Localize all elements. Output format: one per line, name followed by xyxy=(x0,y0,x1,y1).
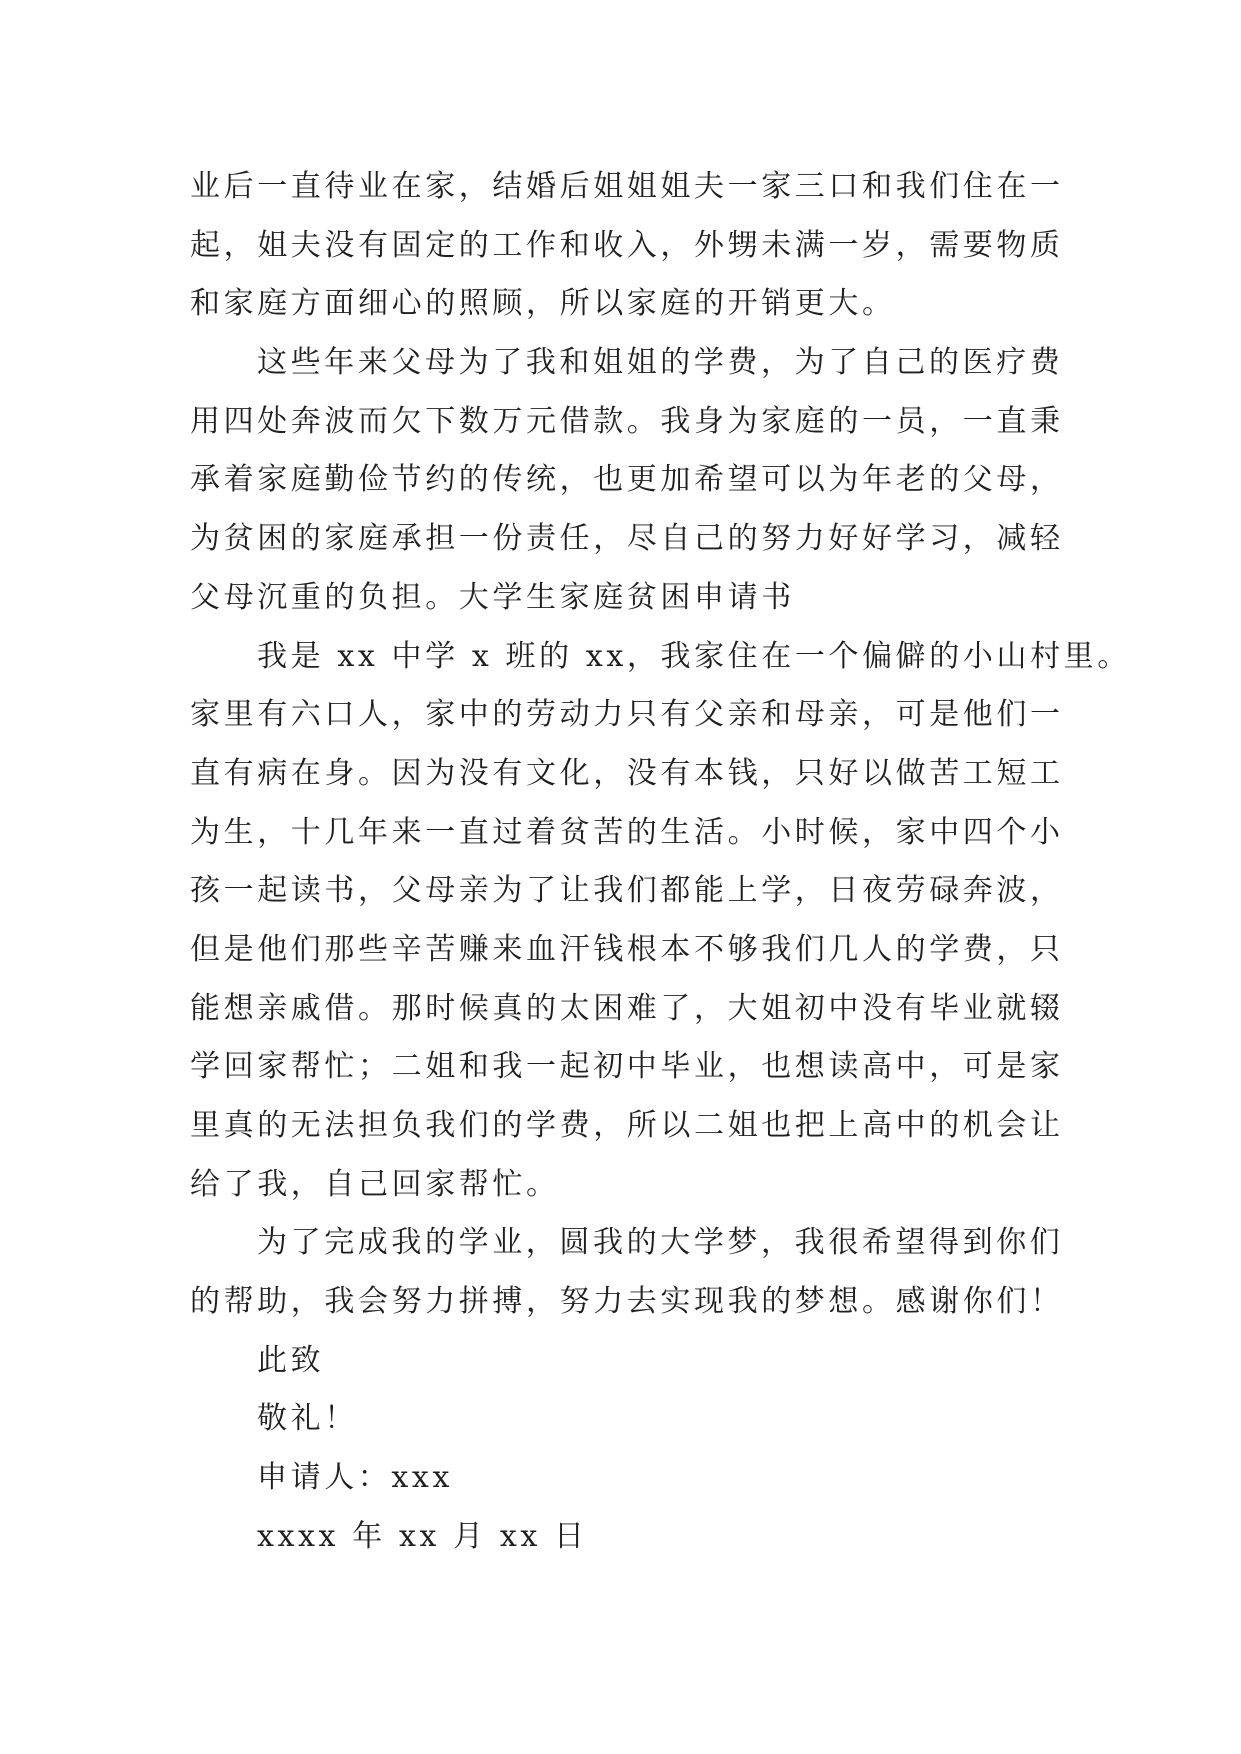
applicant-signature: 申请人：xxx xyxy=(257,1460,453,1496)
text-line: 用四处奔波而欠下数万元借款。我身为家庭的一员，一直秉 xyxy=(190,403,1064,439)
text-line: 但是他们那些辛苦赚来血汗钱根本不够我们几人的学费，只 xyxy=(190,931,1064,967)
text-line: 为了完成我的学业，圆我的大学梦，我很希望得到你们 xyxy=(257,1225,1064,1261)
text-line: 给了我，自己回家帮忙。 xyxy=(190,1166,560,1202)
text-line: 为贫困的家庭承担一份责任，尽自己的努力好好学习，减轻 xyxy=(190,521,1064,557)
text-line: 能想亲戚借。那时候真的太困难了，大姐初中没有毕业就辍 xyxy=(190,990,1064,1026)
text-line: 我是 xx 中学 x 班的 xx，我家住在一个偏僻的小山村里。 xyxy=(257,638,1131,674)
text-line: 父母沉重的负担。大学生家庭贫困申请书 xyxy=(190,579,795,615)
text-line: 的帮助，我会努力拼搏，努力去实现我的梦想。感谢你们！ xyxy=(190,1284,1064,1320)
text-line: 里真的无法担负我们的学费，所以二姐也把上高中的机会让 xyxy=(190,1108,1064,1143)
text-line: 和家庭方面细心的照顾，所以家庭的开销更大。 xyxy=(190,286,896,322)
text-line: 为生，十几年来一直过着贫苦的生活。小时候，家中四个小 xyxy=(190,814,1064,850)
text-line: 学回家帮忙；二姐和我一起初中毕业，也想读高中，可是家 xyxy=(190,1049,1064,1085)
text-line: 起，姐夫没有固定的工作和收入，外甥未满一岁，需要物质 xyxy=(190,227,1064,263)
text-line: 家里有六口人，家中的劳动力只有父亲和母亲，可是他们一 xyxy=(190,697,1064,733)
text-line: 孩一起读书，父母亲为了让我们都能上学，日夜劳碌奔波， xyxy=(190,873,1064,909)
text-line: 这些年来父母为了我和姐姐的学费，为了自己的医疗费 xyxy=(257,345,1064,381)
closing-regards: 敬礼！ xyxy=(257,1401,358,1437)
text-line: 直有病在身。因为没有文化，没有本钱，只好以做苦工短工 xyxy=(190,755,1064,791)
text-line: 业后一直待业在家，结婚后姐姐姐夫一家三口和我们住在一 xyxy=(190,169,1064,204)
text-line: 承着家庭勤俭节约的传统，也更加希望可以为年老的父母， xyxy=(190,462,1064,498)
closing-salutation: 此致 xyxy=(257,1342,325,1378)
letter-body xyxy=(190,158,1131,1567)
letter-date: xxxx 年 xx 月 xx 日 xyxy=(257,1518,588,1554)
